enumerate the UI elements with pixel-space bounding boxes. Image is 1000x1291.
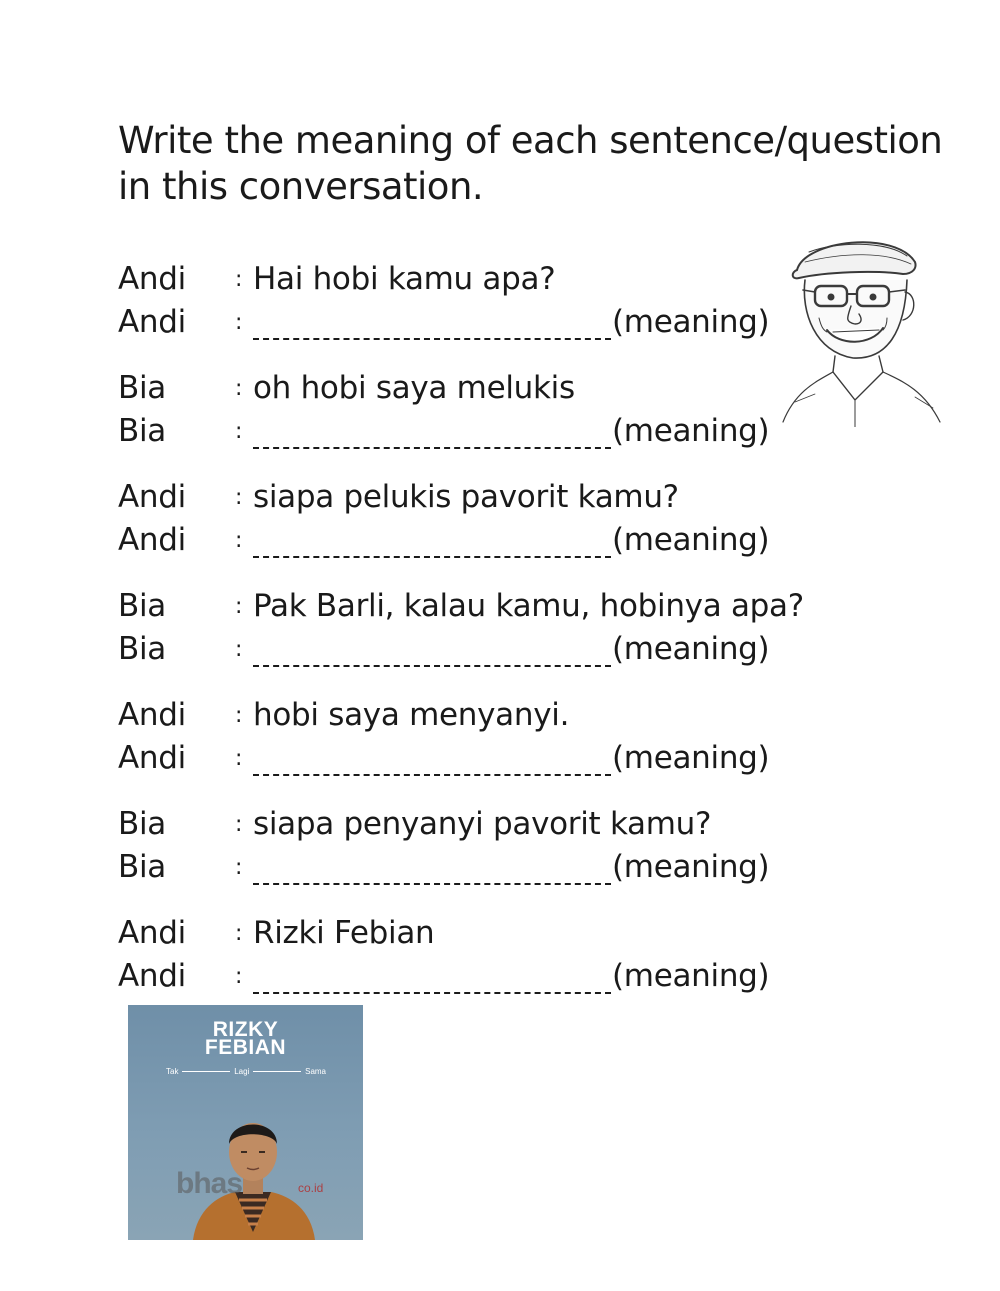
dialogue-pair [118, 585, 804, 694]
dialogue-line [118, 585, 804, 628]
dialogue-pair [118, 367, 798, 476]
meaning-line [118, 628, 798, 671]
separator-colon: : [235, 310, 243, 335]
meaning-label: (meaning) [612, 849, 770, 885]
dialogue-pair [118, 258, 798, 367]
worksheet-title: Write the meaning of each sentence/question in this conversation. [118, 119, 943, 208]
meaning-label: (meaning) [612, 304, 770, 340]
dialogue-pair [118, 803, 798, 912]
answer-blank[interactable] [253, 447, 611, 449]
meaning-label: (meaning) [612, 413, 770, 449]
separator-colon: : [235, 594, 243, 619]
answer-blank[interactable] [253, 665, 611, 667]
speaker-name: Andi [118, 740, 186, 776]
album-artist-line: RIZKY [212, 1018, 279, 1041]
answer-blank[interactable] [253, 992, 611, 994]
dialogue-line [118, 803, 798, 846]
speaker-name: Andi [118, 479, 186, 515]
separator-colon: : [235, 485, 243, 510]
divider [253, 1071, 301, 1072]
meaning-label: (meaning) [612, 958, 770, 994]
sentence-text: Pak Barli, kalau kamu, hobinya apa? [253, 588, 804, 624]
separator-colon: : [235, 267, 243, 292]
separator-colon: : [235, 528, 243, 553]
answer-blank[interactable] [253, 338, 611, 340]
speaker-name: Andi [118, 697, 186, 733]
divider [182, 1071, 230, 1072]
dialogue-pair [118, 694, 798, 803]
speaker-name: Bia [118, 370, 166, 406]
meaning-line [118, 410, 798, 453]
watermark-suffix: co.id [298, 1181, 324, 1195]
album-title-word: Tak [166, 1067, 179, 1076]
dialogue-pair [118, 476, 798, 585]
dialogue-line [118, 694, 798, 737]
separator-colon: : [235, 746, 243, 771]
dialogue-line [118, 912, 798, 955]
sentence-text: hobi saya menyanyi. [253, 697, 570, 733]
meaning-line [118, 737, 798, 780]
meaning-line [118, 519, 798, 562]
album-artist-line: FEBIAN [204, 1036, 287, 1059]
speaker-name: Andi [118, 522, 186, 558]
sketch-portrait [775, 222, 945, 427]
speaker-name: Bia [118, 806, 166, 842]
speaker-name: Andi [118, 915, 186, 951]
speaker-name: Andi [118, 958, 186, 994]
separator-colon: : [235, 812, 243, 837]
separator-colon: : [235, 855, 243, 880]
separator-colon: : [235, 964, 243, 989]
meaning-line [118, 846, 798, 889]
speaker-name: Bia [118, 413, 166, 449]
meaning-line [118, 301, 798, 344]
sentence-text: siapa penyanyi pavorit kamu? [253, 806, 712, 842]
sentence-text: Rizki Febian [253, 915, 435, 951]
album-title-word: Sama [305, 1067, 327, 1076]
album-title-word: Lagi [234, 1067, 250, 1076]
separator-colon: : [235, 419, 243, 444]
separator-colon: : [235, 703, 243, 728]
conversation [118, 258, 804, 1021]
dialogue-line [118, 258, 798, 301]
separator-colon: : [235, 921, 243, 946]
watermark-text: bhas [176, 1167, 243, 1200]
sentence-text: oh hobi saya melukis [253, 370, 575, 406]
sentence-text: Hai hobi kamu apa? [253, 261, 556, 297]
separator-colon: : [235, 376, 243, 401]
album-cover [128, 1005, 363, 1240]
answer-blank[interactable] [253, 883, 611, 885]
dialogue-line [118, 367, 798, 410]
speaker-name: Andi [118, 261, 186, 297]
separator-colon: : [235, 637, 243, 662]
answer-blank[interactable] [253, 774, 611, 776]
speaker-name: Andi [118, 304, 186, 340]
dialogue-line [118, 476, 798, 519]
speaker-name: Bia [118, 849, 166, 885]
speaker-name: Bia [118, 588, 166, 624]
meaning-label: (meaning) [612, 522, 770, 558]
sentence-text: siapa pelukis pavorit kamu? [253, 479, 679, 515]
album-title [166, 1067, 326, 1076]
speaker-name: Bia [118, 631, 166, 667]
meaning-label: (meaning) [612, 631, 770, 667]
meaning-label: (meaning) [612, 740, 770, 776]
album-artist-name [128, 1018, 363, 1059]
answer-blank[interactable] [253, 556, 611, 558]
meaning-line [118, 955, 798, 998]
